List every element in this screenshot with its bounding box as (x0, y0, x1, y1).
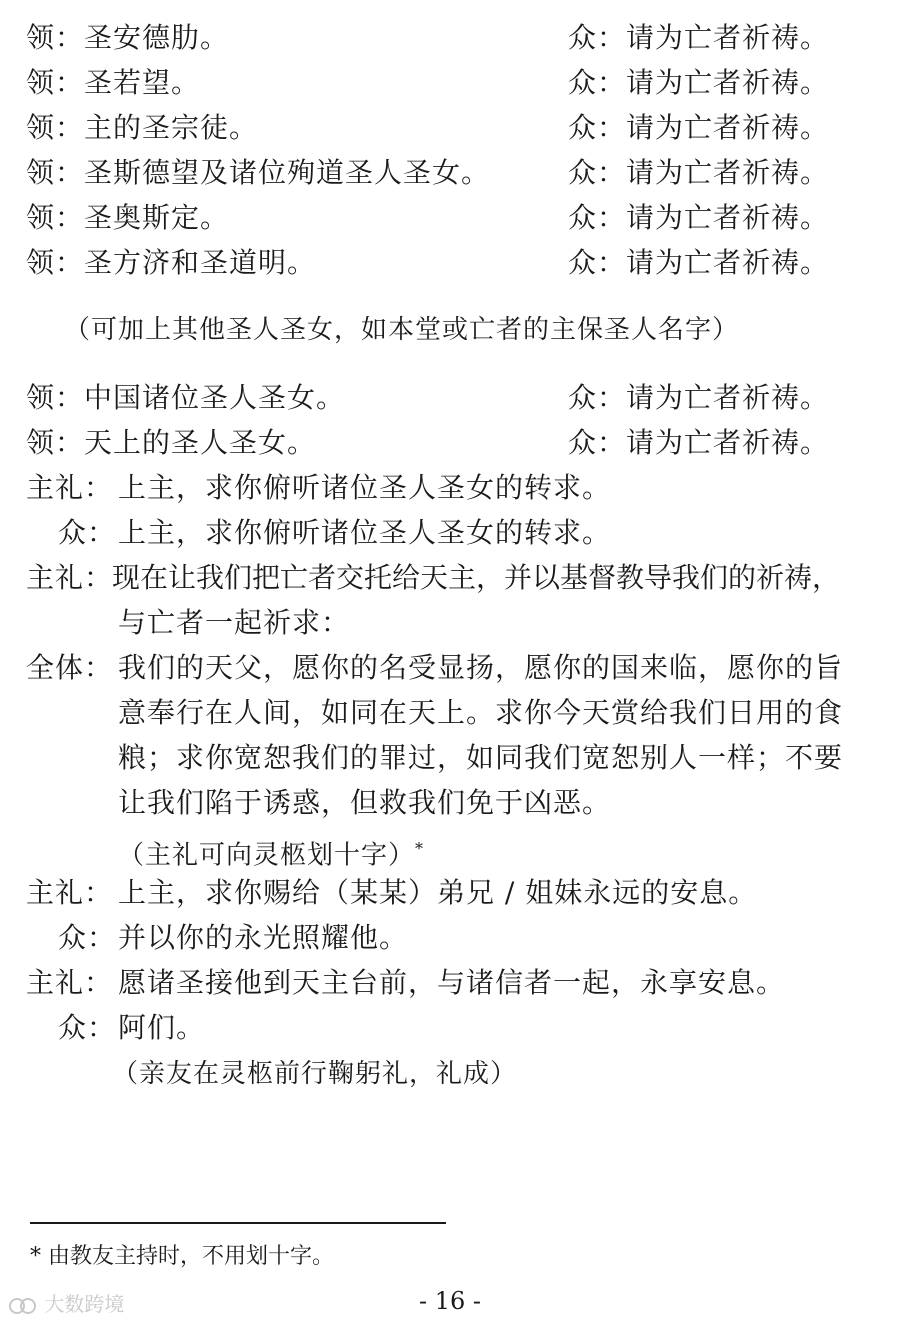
litany-leader-line: 领：主的圣宗徒。 (26, 111, 259, 144)
litany-leader-line: 领：天上的圣人圣女。 (26, 426, 317, 459)
litany-response-line: 众：请为亡者祈祷。 (568, 201, 830, 234)
prayer-text: 阿们。 (118, 1011, 206, 1044)
footnote-marker: * (415, 839, 425, 858)
prayer-text: 现在让我们把亡者交托给天主，并以基督教导我们的祈祷， (112, 561, 841, 594)
speaker-label: 主礼： (26, 471, 114, 504)
speaker-label: 主礼： (26, 561, 114, 594)
speaker-label: 主礼： (26, 966, 114, 999)
rubric-note-end: （亲友在灵柩前行鞠躬礼，礼成） (112, 1059, 518, 1089)
litany-response-line: 众：请为亡者祈祷。 (568, 246, 830, 279)
rubric-note-cross (118, 832, 424, 873)
prayer-text: 上主，求你俯听诸位圣人圣女的转求。 (118, 471, 612, 504)
footnote-divider (30, 1222, 446, 1224)
footnote: * 由教友主持时，不用划十字。 (30, 1244, 334, 1269)
prayer-text: 与亡者一起祈求： (118, 606, 351, 639)
speaker-label: 众： (58, 1011, 117, 1044)
litany-response-line: 众：请为亡者祈祷。 (568, 66, 830, 99)
page-number: - 16 - (418, 1287, 481, 1315)
prayer-text: 上主，求你俯听诸位圣人圣女的转求。 (118, 516, 612, 549)
litany-leader-line: 领：圣安德肋。 (26, 21, 230, 54)
prayer-text: 上主，求你赐给（某某）弟兄 / 姐妹永远的安息。 (118, 876, 758, 909)
litany-response-line: 众：请为亡者祈祷。 (568, 21, 830, 54)
prayer-text: 愿诸圣接他到天主台前，与诸信者一起，永享安息。 (118, 966, 786, 999)
prayer-text: 并以你的永光照耀他。 (118, 921, 409, 954)
litany-response-line: 众：请为亡者祈祷。 (568, 111, 830, 144)
prayer-text: 粮；求你宽恕我们的罪过，如同我们宽恕别人一样；不要 (118, 741, 844, 774)
speaker-label: 众： (58, 921, 117, 954)
speaker-label: 全体： (26, 651, 114, 684)
litany-leader-line: 领：圣方济和圣道明。 (26, 246, 317, 279)
watermark-logo (8, 1291, 124, 1317)
litany-response-line: 众：请为亡者祈祷。 (568, 381, 830, 414)
prayer-text: 意奉行在人间，如同在天上。求你今天赏给我们日用的食 (118, 696, 844, 729)
speaker-label: 众： (58, 516, 117, 549)
litany-leader-line: 领：圣奥斯定。 (26, 201, 230, 234)
litany-leader-line: 领：圣若望。 (26, 66, 201, 99)
watermark-icon (8, 1296, 38, 1316)
prayer-text: 我们的天父，愿你的名受显扬，愿你的国来临，愿你的旨 (118, 651, 844, 684)
litany-leader-line: 领：圣斯德望及诸位殉道圣人圣女。 (26, 156, 491, 189)
litany-response-line: 众：请为亡者祈祷。 (568, 156, 830, 189)
rubric-note-saints: （可加上其他圣人圣女，如本堂或亡者的主保圣人名字） (64, 315, 740, 345)
watermark-text: 大数跨境 (44, 1292, 125, 1316)
prayer-text: 让我们陷于诱惑，但救我们免于凶恶。 (118, 786, 612, 819)
speaker-label: 主礼： (26, 876, 114, 909)
rubric-note-cross-text: （主礼可向灵柩划十字） (118, 840, 416, 871)
litany-response-line: 众：请为亡者祈祷。 (568, 426, 830, 459)
litany-leader-line: 领：中国诸位圣人圣女。 (26, 381, 346, 414)
